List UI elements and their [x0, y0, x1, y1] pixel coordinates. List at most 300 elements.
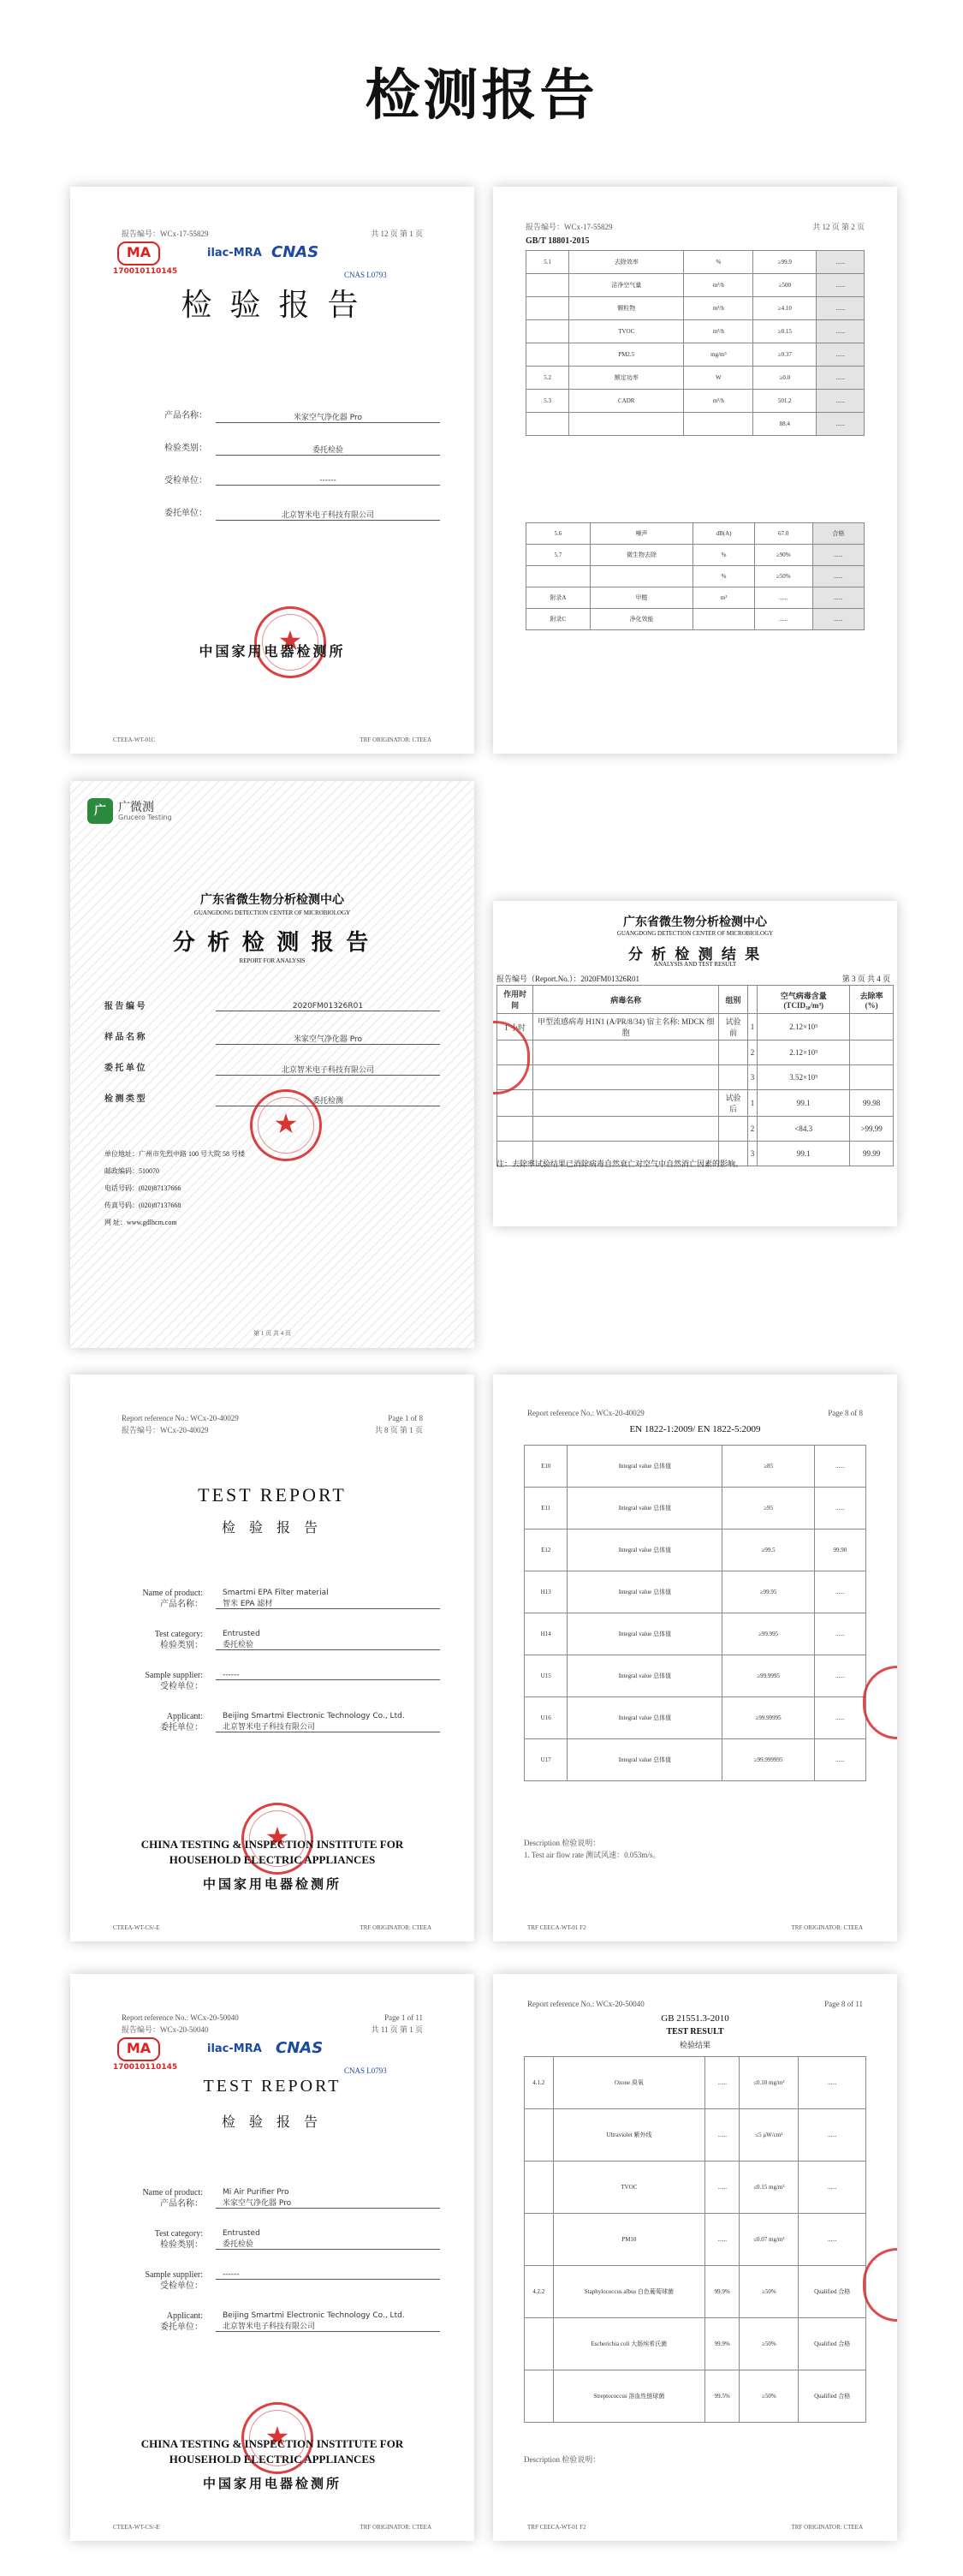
contact-fax: 传真号码：(020)87137668 — [104, 1202, 181, 1209]
table-cell: 88.4 — [753, 413, 817, 436]
table-cell: 99.5% — [705, 2370, 740, 2423]
gd-brand-logo-icon: 广 — [87, 798, 113, 824]
table-cell: % — [684, 251, 753, 274]
table-row — [525, 2266, 866, 2318]
table-row — [526, 523, 865, 545]
table-cell: Streptococcus 溶血性链球菌 — [553, 2370, 705, 2423]
table-cell — [525, 2162, 554, 2214]
table-cell: ≥0.37 — [753, 343, 817, 367]
page-number: Page 8 of 11 — [824, 2000, 863, 2008]
table-cell — [526, 343, 569, 367]
field-value: Smartmi EPA Filter material 智米 EPA 滤材 — [216, 1589, 440, 1609]
table-cell: 4.1.2 — [525, 2057, 554, 2109]
table-cell: 洁净空气量 — [569, 274, 684, 297]
table-cell — [525, 2214, 554, 2266]
table-row — [526, 367, 865, 390]
table-cell: 1 — [747, 1090, 758, 1117]
table-cell: 1 — [747, 1014, 758, 1041]
table-cell: 噪声 — [590, 523, 693, 545]
field-sample-supplier — [104, 2270, 440, 2296]
table-row — [525, 1655, 866, 1697]
table-cell: PM2.5 — [569, 343, 684, 367]
brand-name-en: Grucero Testing — [118, 814, 172, 821]
table-cell — [850, 1041, 894, 1065]
table-cell — [533, 1090, 719, 1117]
field-test-category — [104, 2229, 440, 2255]
table-cell: 5.7 — [526, 545, 591, 566]
field-label: Applicant: 委托单位： — [160, 1712, 203, 1732]
cnas-id: CNAS L0793 — [344, 2066, 387, 2075]
table-cell: ≥85 — [722, 1446, 814, 1488]
table-cell: ≥99.9995 — [722, 1655, 814, 1697]
field-value: Mi Air Purifier Pro 米家空气净化器 Pro — [216, 2188, 440, 2209]
table-cell — [850, 1065, 894, 1090]
table-cell: Integral value 总体值 — [568, 1446, 722, 1488]
field-product-name — [104, 2188, 440, 2214]
table-cell — [684, 413, 753, 436]
table-cell — [569, 413, 684, 436]
table-cell: 颗粒物 — [569, 297, 684, 320]
table-cell: ...... — [799, 2214, 866, 2266]
table-cell: 2 — [747, 1041, 758, 1065]
table-cell: mg/m³ — [684, 343, 753, 367]
report-page-en1822 — [493, 1374, 897, 1941]
table-header-cell: 作用时间 — [497, 986, 533, 1014]
table-cell: 净化效能 — [590, 609, 693, 630]
table-row — [526, 297, 865, 320]
footer-right: TRF ORIGINATOR: CTEEA — [360, 736, 431, 743]
field-value: 米家空气净化器 Pro — [216, 411, 440, 423]
page-number: 第 3 页 共 4 页 — [841, 975, 890, 983]
field-report-no — [104, 1002, 440, 1017]
ilac-mra-logo-icon: ilac-MRA — [207, 247, 262, 259]
table-cell: ≤0.07 mg/m³ — [740, 2214, 799, 2266]
table-cell: dB(A) — [693, 523, 754, 545]
report-page-purifier-cover — [70, 1974, 474, 2541]
table-cell: ...... — [817, 251, 865, 274]
table-header-row — [497, 986, 894, 1014]
table-cell: 微生物去除 — [590, 545, 693, 566]
table-cell — [525, 2109, 554, 2162]
table-cell: ...... — [705, 2057, 740, 2109]
table-cell: ≥50% — [740, 2266, 799, 2318]
table-cell — [850, 1014, 894, 1041]
field-value: 北京智米电子科技有限公司 — [216, 1064, 440, 1076]
institute-name: 中国家用电器检测所 — [202, 2478, 342, 2491]
table-row — [526, 545, 865, 566]
report-reference: Report reference No.: WCx-20-40029 — [527, 1409, 645, 1417]
table-cell: TVOC — [553, 2162, 705, 2214]
table-cell: 甲型流感病毒 H1N1 (A/PR/8/34) 宿主名称: MDCK 细胞 — [533, 1014, 719, 1041]
table-cell: ...... — [817, 413, 865, 436]
table-cell: PM10 — [553, 2214, 705, 2266]
report-title-en: TEST REPORT — [203, 2077, 342, 2096]
table-header-cell: 去除率 (%) — [850, 986, 894, 1014]
field-value: Entrusted 委托检验 — [216, 1630, 440, 1650]
report-title: 检 验 报 告 — [221, 2115, 323, 2130]
field-label: Sample supplier: 受检单位： — [145, 1671, 203, 1691]
field-sample-supplier — [104, 1671, 440, 1696]
table-cell — [526, 297, 569, 320]
virus-removal-table — [496, 985, 894, 1166]
table-cell: % — [693, 545, 754, 566]
table-cell — [533, 1041, 719, 1065]
table-cell: CADR — [569, 390, 684, 413]
table-cell — [693, 609, 754, 630]
ma-number: 170010110145 — [113, 267, 178, 276]
table-cell — [719, 1117, 747, 1142]
report-title: 分 析 检 测 报 告 — [172, 930, 372, 955]
table-cell: ≥99.99995 — [722, 1697, 814, 1739]
table-cell: ...... — [799, 2057, 866, 2109]
footer-right: TRF ORIGINATOR: CTEEA — [791, 1924, 863, 1931]
table-cell: 附录A — [526, 587, 591, 609]
table-row — [525, 2109, 866, 2162]
report-reference: Report reference No.: WCx-20-40029 — [122, 1414, 239, 1422]
table-cell: Qualified 合格 — [799, 2370, 866, 2423]
table-cell: ≥99.9 — [753, 251, 817, 274]
report-number: 报告编号：WCx-17-55829 — [122, 230, 209, 238]
table-cell: ...... — [812, 587, 864, 609]
table-cell: ≥50% — [754, 566, 812, 587]
field-value: 北京智米电子科技有限公司 — [216, 509, 440, 521]
field-value: ------ — [216, 1671, 440, 1680]
result-title-en: TEST RESULT — [666, 2027, 724, 2036]
footer-left: TRF CEECA-WT-01 F2 — [527, 2524, 586, 2531]
table-row — [525, 1488, 866, 1530]
field-product-name — [104, 411, 440, 426]
field-label: 委托单位： — [164, 509, 207, 518]
table-cell: ≥99.999995 — [722, 1739, 814, 1781]
field-value: ------ — [216, 476, 440, 486]
table-cell: 5.3 — [526, 390, 569, 413]
field-value: 委托检测 — [216, 1094, 440, 1106]
table-cell: 试验前 — [719, 1014, 747, 1041]
table-cell — [525, 2370, 554, 2423]
table-header-cell: 病毒名称 — [533, 986, 719, 1014]
report-number: 报告编号：WCx-17-55829 — [526, 223, 613, 231]
footer-left: CTEEA-WT-01C — [113, 736, 156, 743]
report-number: 报告编号：WCx-20-50040 — [122, 2025, 209, 2034]
table-cell: 2.12×10⁵ — [758, 1014, 850, 1041]
field-value: 2020FM01326R01 — [216, 1002, 440, 1011]
table-cell — [590, 566, 693, 587]
field-label: 样 品 名 称 — [104, 1033, 146, 1042]
table-cell: ≤0.10 mg/m³ — [740, 2057, 799, 2109]
table-cell: ...... — [814, 1571, 865, 1613]
page-title: 检测报告 — [365, 64, 598, 128]
field-value: 委托检验 — [216, 444, 440, 456]
table-cell: 3 — [747, 1142, 758, 1166]
footer-left: CTEEA-WT-CS/-E — [113, 2524, 160, 2531]
table-cell — [526, 413, 569, 436]
table-cell: % — [693, 566, 754, 587]
field-applicant — [104, 2311, 440, 2349]
table-row — [526, 251, 865, 274]
table-cell — [526, 274, 569, 297]
table-cell: ...... — [814, 1739, 865, 1781]
red-seal-stamp — [250, 1089, 322, 1161]
standard-name: GB 21551.3-2010 — [661, 2013, 729, 2024]
results-table-1 — [526, 250, 865, 436]
table-cell: Ultraviolet 紫外线 — [553, 2109, 705, 2162]
table-cell: ...... — [814, 1655, 865, 1697]
table-cell: Integral value 总体值 — [568, 1697, 722, 1739]
report-page-gdmicro-cover — [70, 781, 474, 1348]
field-label: 检验类别： — [164, 444, 207, 453]
table-cell: 4.2.2 — [525, 2266, 554, 2318]
table-cell: ...... — [705, 2214, 740, 2266]
table-cell: ...... — [812, 609, 864, 630]
ma-logo-icon: MA — [117, 242, 160, 265]
table-cell: 3 — [747, 1065, 758, 1090]
footer-left: TRF CEECA-WT-01 F2 — [527, 1924, 586, 1931]
table-cell: ...... — [754, 609, 812, 630]
ma-logo-icon: MA — [117, 2037, 160, 2061]
table-row — [525, 2162, 866, 2214]
table-row — [497, 1014, 894, 1041]
institute-name-en: CHINA TESTING & INSPECTION INSTITUTE FOR HOUSEHOLD ELECTRIC APPLIANCES — [140, 1838, 404, 1867]
table-cell: H14 — [525, 1613, 568, 1655]
table-cell: <84.3 — [758, 1117, 850, 1142]
table-cell: 99.1 — [758, 1090, 850, 1117]
table-cell: ...... — [705, 2162, 740, 2214]
ma-number: 170010110145 — [113, 2063, 178, 2072]
table-row — [525, 1446, 866, 1488]
footer-right: TRF ORIGINATOR: CTEEA — [791, 2524, 863, 2531]
field-value: Beijing Smartmi Electronic Technology Co., Ltd. 北京智米电子科技有限公司 — [216, 2311, 440, 2332]
brand-name: 广微测 — [118, 801, 154, 814]
table-cell: Qualified 合格 — [799, 2318, 866, 2370]
table-cell — [719, 1041, 747, 1065]
table-row — [525, 2214, 866, 2266]
contact-website: 网 址：www.gdlhcm.com — [104, 1219, 177, 1226]
table-cell: 额定功率 — [569, 367, 684, 390]
table-cell: Integral value 总体值 — [568, 1488, 722, 1530]
table-cell: 99.98 — [850, 1090, 894, 1117]
table-cell: Integral value 总体值 — [568, 1530, 722, 1571]
report-title: 检 验 报 告 — [181, 288, 364, 322]
red-seal-stamp-partial — [863, 1666, 897, 1739]
table-cell: ≥90% — [754, 545, 812, 566]
table-cell: ...... — [799, 2162, 866, 2214]
table-header-cell: 组别 — [719, 986, 747, 1014]
table-cell — [533, 1065, 719, 1090]
table-cell: E12 — [525, 1530, 568, 1571]
table-cell: 3.52×10⁵ — [758, 1065, 850, 1090]
table-header-cell: 空气病毒含量 (TCID₅₀/m³) — [758, 986, 850, 1014]
field-value: ------ — [216, 2270, 440, 2280]
report-page-gb21551 — [493, 1974, 897, 2541]
table-cell: 合格 — [812, 523, 864, 545]
table-cell: ≥0.0 — [753, 367, 817, 390]
field-applicant — [104, 509, 440, 524]
table-cell: ...... — [705, 2109, 740, 2162]
field-applicant — [104, 1712, 440, 1750]
result-note: 注：去除率试验结果已消除病毒自然衰亡对空气中自然消亡因素的影响。 — [496, 1160, 744, 1168]
standard-name: EN 1822-1:2009/ EN 1822-5:2009 — [629, 1424, 761, 1434]
table-cell: ...... — [799, 2109, 866, 2162]
table-cell: Escherichia coli 大肠埃希氏菌 — [553, 2318, 705, 2370]
report-page-epa-cover — [70, 1374, 474, 1941]
table-cell: 501.2 — [753, 390, 817, 413]
table-cell: ≥99.95 — [722, 1571, 814, 1613]
page-number: 共 12 页 第 1 页 — [371, 230, 423, 238]
cnas-id: CNAS L0793 — [344, 271, 387, 279]
field-value: Beijing Smartmi Electronic Technology Co., Ltd. 北京智米电子科技有限公司 — [216, 1712, 440, 1732]
table-cell — [526, 320, 569, 343]
table-cell: ...... — [817, 367, 865, 390]
table-cell: ...... — [817, 320, 865, 343]
results-table-2 — [526, 522, 865, 630]
center-name: 广东省微生物分析检测中心 — [623, 916, 767, 929]
page-number-cn: 共 11 页 第 1 页 — [371, 2025, 423, 2034]
field-label: Applicant: 委托单位： — [160, 2311, 203, 2332]
table-cell: ≥99.5 — [722, 1530, 814, 1571]
table-cell: ≥4.10 — [753, 297, 817, 320]
contact-postcode: 邮政编码：510070 — [104, 1167, 159, 1175]
footer-right: TRF ORIGINATOR: CTEEA — [360, 1924, 431, 1931]
field-label: Test category: 检验类别： — [154, 2229, 203, 2250]
table-row — [525, 1530, 866, 1571]
field-value: Entrusted 委托检验 — [216, 2229, 440, 2250]
table-cell: TVOC — [569, 320, 684, 343]
result-title: 分 析 检 测 结 果 — [627, 946, 763, 963]
table-cell: U17 — [525, 1739, 568, 1781]
table-cell — [526, 566, 591, 587]
table-cell: ≥50% — [740, 2370, 799, 2423]
table-cell: Qualified 合格 — [799, 2266, 866, 2318]
table-cell: 99.90 — [814, 1530, 865, 1571]
report-title: 检 验 报 告 — [221, 1521, 323, 1535]
report-reference: Report reference No.: WCx-20-50040 — [527, 2000, 645, 2008]
page-number: Page 1 of 8 — [388, 1414, 423, 1422]
table-header-cell — [747, 986, 758, 1014]
cnas-logo-icon: CNAS — [276, 2039, 324, 2057]
table-row — [525, 2370, 866, 2423]
table-cell: 2.12×10⁵ — [758, 1041, 850, 1065]
description-title: Description 检验说明： — [524, 1839, 601, 1847]
field-label: 检 测 类 型 — [104, 1094, 146, 1104]
report-number: 报告编号（Report.No.）：2020FM01326R01 — [496, 975, 640, 983]
table-cell: Ozone 臭氧 — [553, 2057, 705, 2109]
table-row — [526, 413, 865, 436]
table-cell: 99.1 — [758, 1142, 850, 1166]
table-cell: H13 — [525, 1571, 568, 1613]
table-cell: 甲醛 — [590, 587, 693, 609]
report-title-en: TEST REPORT — [198, 1484, 347, 1506]
table-cell: Integral value 总体值 — [568, 1571, 722, 1613]
page-number: 第 1 页 共 4 页 — [253, 1330, 291, 1337]
page-number: Page 1 of 11 — [384, 2013, 423, 2022]
field-label: 委 托 单 位 — [104, 1064, 146, 1073]
table-cell: 5.6 — [526, 523, 591, 545]
table-cell: 5.1 — [526, 251, 569, 274]
description-line: 1. Test air flow rate 测试风速：0.053m/s。 — [524, 1851, 661, 1859]
table-cell: 5.2 — [526, 367, 569, 390]
page-number-cn: 共 8 页 第 1 页 — [374, 1426, 423, 1434]
table-cell: ...... — [754, 587, 812, 609]
table-cell: m³/h — [684, 390, 753, 413]
table-cell — [533, 1117, 719, 1142]
table-cell: 附录C — [526, 609, 591, 630]
table-cell: Integral value 总体值 — [568, 1655, 722, 1697]
table-cell: 99.9% — [705, 2318, 740, 2370]
table-row — [526, 390, 865, 413]
table-row — [525, 2057, 866, 2109]
report-reference: Report reference No.: WCx-20-50040 — [122, 2013, 239, 2022]
table-cell: ...... — [812, 566, 864, 587]
report-page-cteea-cover — [70, 187, 474, 754]
contact-address: 单位地址：广州市先烈中路 100 号大院 58 号楼 — [104, 1150, 245, 1158]
table-row — [525, 1739, 866, 1781]
institute-name: 中国家用电器检测所 — [202, 1878, 342, 1892]
table-cell: 2 — [747, 1117, 758, 1142]
filter-class-table — [524, 1445, 866, 1781]
table-cell: m³/h — [684, 297, 753, 320]
center-name-en: GUANGDONG DETECTION CENTER OF MICROBIOLOGY — [193, 909, 351, 916]
field-value: 米家空气净化器 Pro — [216, 1033, 440, 1045]
field-sample-name — [104, 1033, 440, 1048]
field-label: Test category: 检验类别： — [154, 1630, 203, 1650]
page-number: Page 8 of 8 — [828, 1409, 863, 1417]
table-cell: U16 — [525, 1697, 568, 1739]
table-cell: W — [684, 367, 753, 390]
report-page-gdmicro-result — [493, 901, 897, 1226]
table-row — [497, 1117, 894, 1142]
red-seal-stamp-partial — [863, 2248, 897, 2322]
field-test-category — [104, 444, 440, 459]
table-cell: >99.99 — [850, 1117, 894, 1142]
table-row — [497, 1065, 894, 1090]
table-cell — [525, 2318, 554, 2370]
field-label: Name of product: 产品名称： — [142, 1589, 203, 1609]
table-cell: E10 — [525, 1446, 568, 1488]
table-cell: ...... — [814, 1613, 865, 1655]
standard-name: GB/T 18801-2015 — [526, 236, 590, 246]
table-cell: 去除效率 — [569, 251, 684, 274]
table-cell — [497, 1117, 533, 1142]
table-cell: m³/h — [684, 274, 753, 297]
table-cell: ≤0.15 mg/m³ — [740, 2162, 799, 2214]
table-cell: ...... — [817, 343, 865, 367]
table-cell: 99.99 — [850, 1142, 894, 1166]
table-row — [526, 320, 865, 343]
table-cell: 1 小时 — [497, 1014, 533, 1041]
table-row — [525, 1697, 866, 1739]
description-title: Description 检验说明： — [524, 2455, 601, 2464]
field-label: 受检单位： — [164, 476, 207, 486]
table-cell: ≥50% — [740, 2318, 799, 2370]
field-label: 产品名称： — [164, 411, 207, 420]
table-row — [526, 566, 865, 587]
table-cell: Integral value 总体值 — [568, 1613, 722, 1655]
table-row — [526, 609, 865, 630]
center-name-en: GUANGDONG DETECTION CENTER OF MICROBIOLOGY — [616, 930, 774, 937]
institute-name-en: CHINA TESTING & INSPECTION INSTITUTE FOR HOUSEHOLD ELECTRIC APPLIANCES — [140, 2437, 404, 2466]
field-label: Sample supplier: 受检单位： — [145, 2270, 203, 2291]
table-cell: ...... — [814, 1697, 865, 1739]
field-sample-supplier — [104, 476, 440, 492]
center-name: 广东省微生物分析检测中心 — [200, 894, 344, 907]
table-row — [526, 587, 865, 609]
table-row — [526, 343, 865, 367]
field-product-name — [104, 1589, 440, 1614]
field-test-category — [104, 1630, 440, 1655]
footer-left: CTEEA-WT-CS/-E — [113, 1924, 160, 1931]
table-cell: ...... — [817, 274, 865, 297]
field-client — [104, 1064, 440, 1079]
